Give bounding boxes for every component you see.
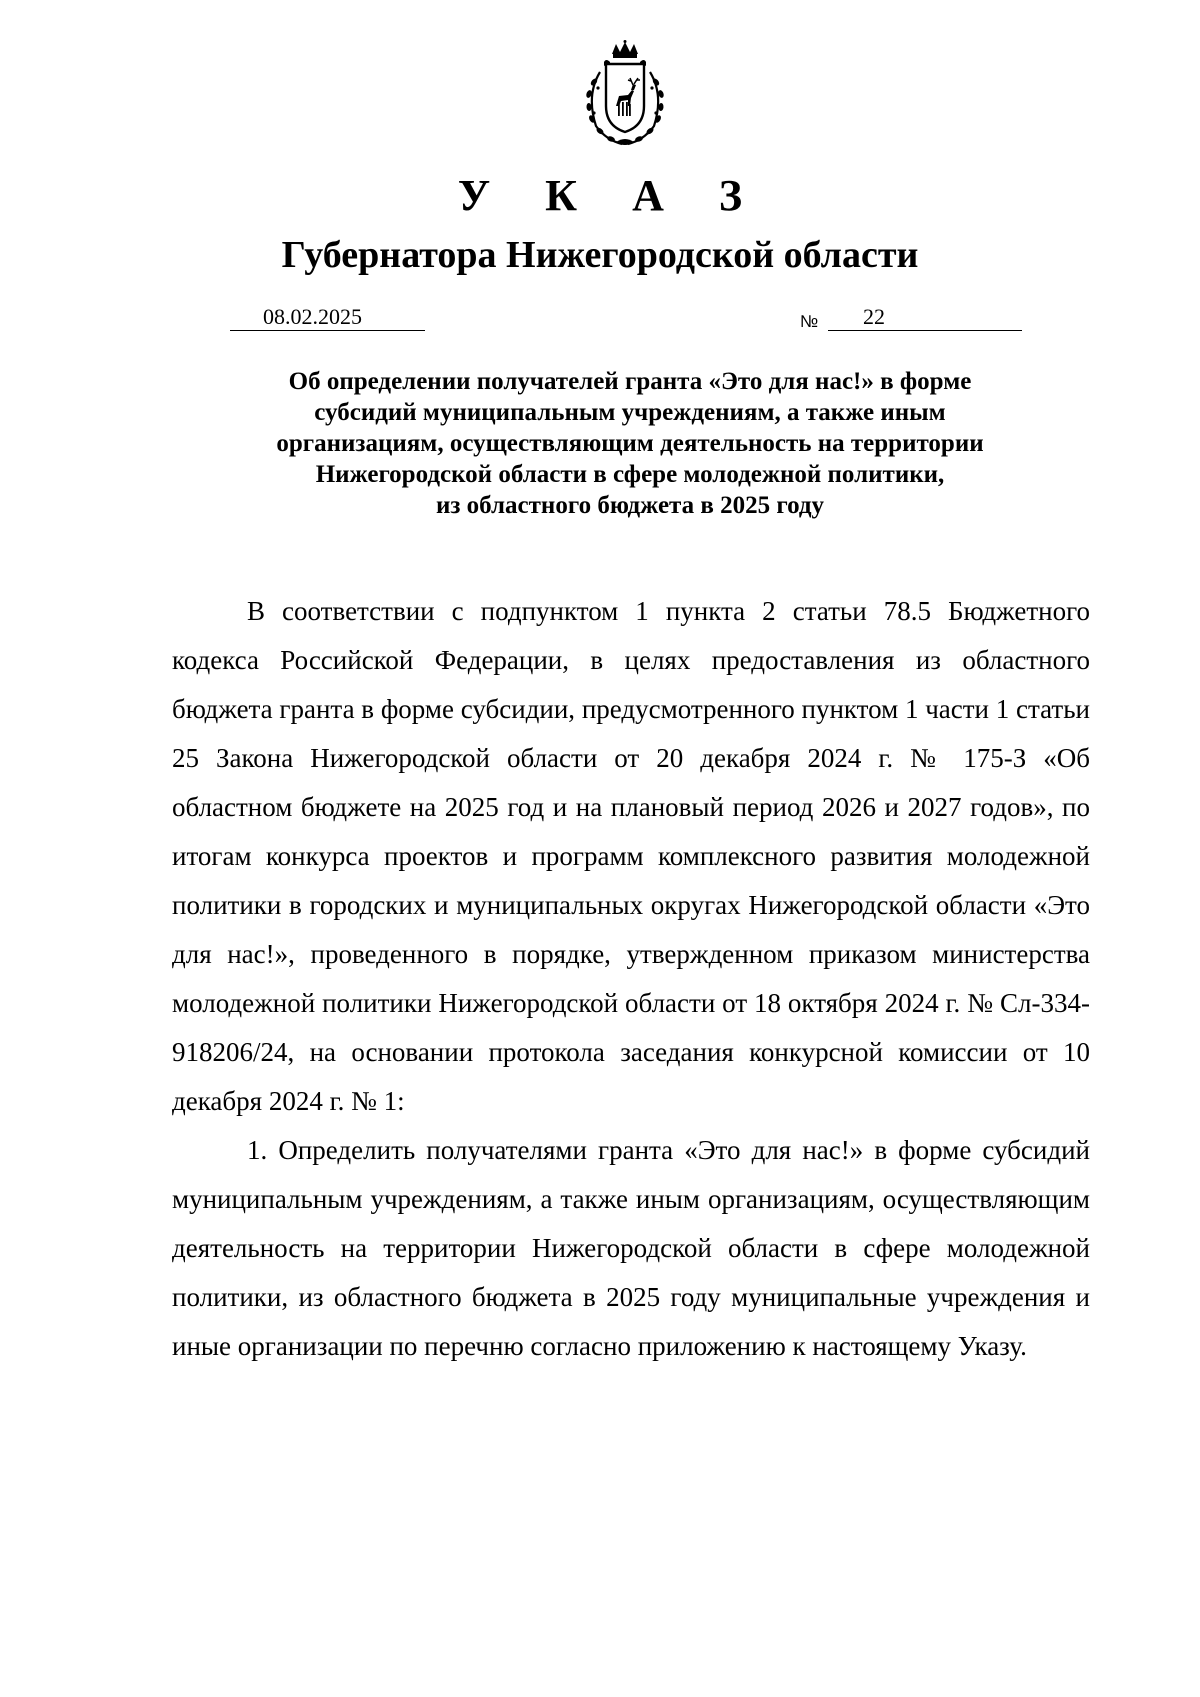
subject-line: Нижегородской области в сфере молодежной политики, [315, 461, 945, 488]
number-sign: № [800, 312, 819, 331]
document-body [172, 587, 1090, 1371]
number-value: 22 [863, 304, 885, 329]
nizhny-novgorod-coat-of-arms-icon [570, 40, 680, 150]
preamble-paragraph: В соответствии с подпунктом 1 пункта 2 статьи 78.5 Бюджетного кодекса Российской Федерации, в целях предоставления из областного бюджета гранта в форме субсидии, предусмотренного пунктом 1 части 1 статьи 25 Закона Нижегородской области от 20 декабря 2024 г. № 175-З «Об областном бюджете на 2025 год и на плановый период 2026 и 2027 годов», по итогам конкурса проектов и программ комплексного развития молодежной политики в городских и муниципальных округах Нижегородской области «Это для нас!», проведенного в порядке, утвержденном приказом министерства молодежной политики Нижегородской области от 18 октября 2024 г. № Сл-334-918206/24, на основании протокола заседания конкурсной комиссии от 10 декабря 2024 г. № 1: [172, 596, 1090, 1116]
number-field [828, 304, 1022, 331]
document-subject [200, 366, 1060, 521]
subject-line: организациям, осуществляющим деятельность на территории [276, 430, 984, 457]
document-type-title: У К А З [457, 171, 765, 220]
issuer-title: Губернатора Нижегородской области [281, 234, 919, 276]
item-1-paragraph: 1. Определить получателями гранта «Это для нас!» в форме субсидий муниципальным учреждениям, а также иным организациям, осуществляющим деятельность на территории Нижегородской области в сфере молодежной политики, из областного бюджета в 2025 году муниципальные учреждения и иные организации по перечню согласно приложению к настоящему Указу. [172, 1135, 1090, 1361]
date-value: 08.02.2025 [263, 304, 362, 329]
date-field [230, 304, 425, 331]
subject-line: субсидий муниципальным учреждениям, а также иным [314, 399, 946, 426]
subject-line: из областного бюджета в 2025 году [435, 492, 825, 519]
subject-line: Об определении получателей гранта «Это для нас!» в форме [288, 368, 972, 395]
